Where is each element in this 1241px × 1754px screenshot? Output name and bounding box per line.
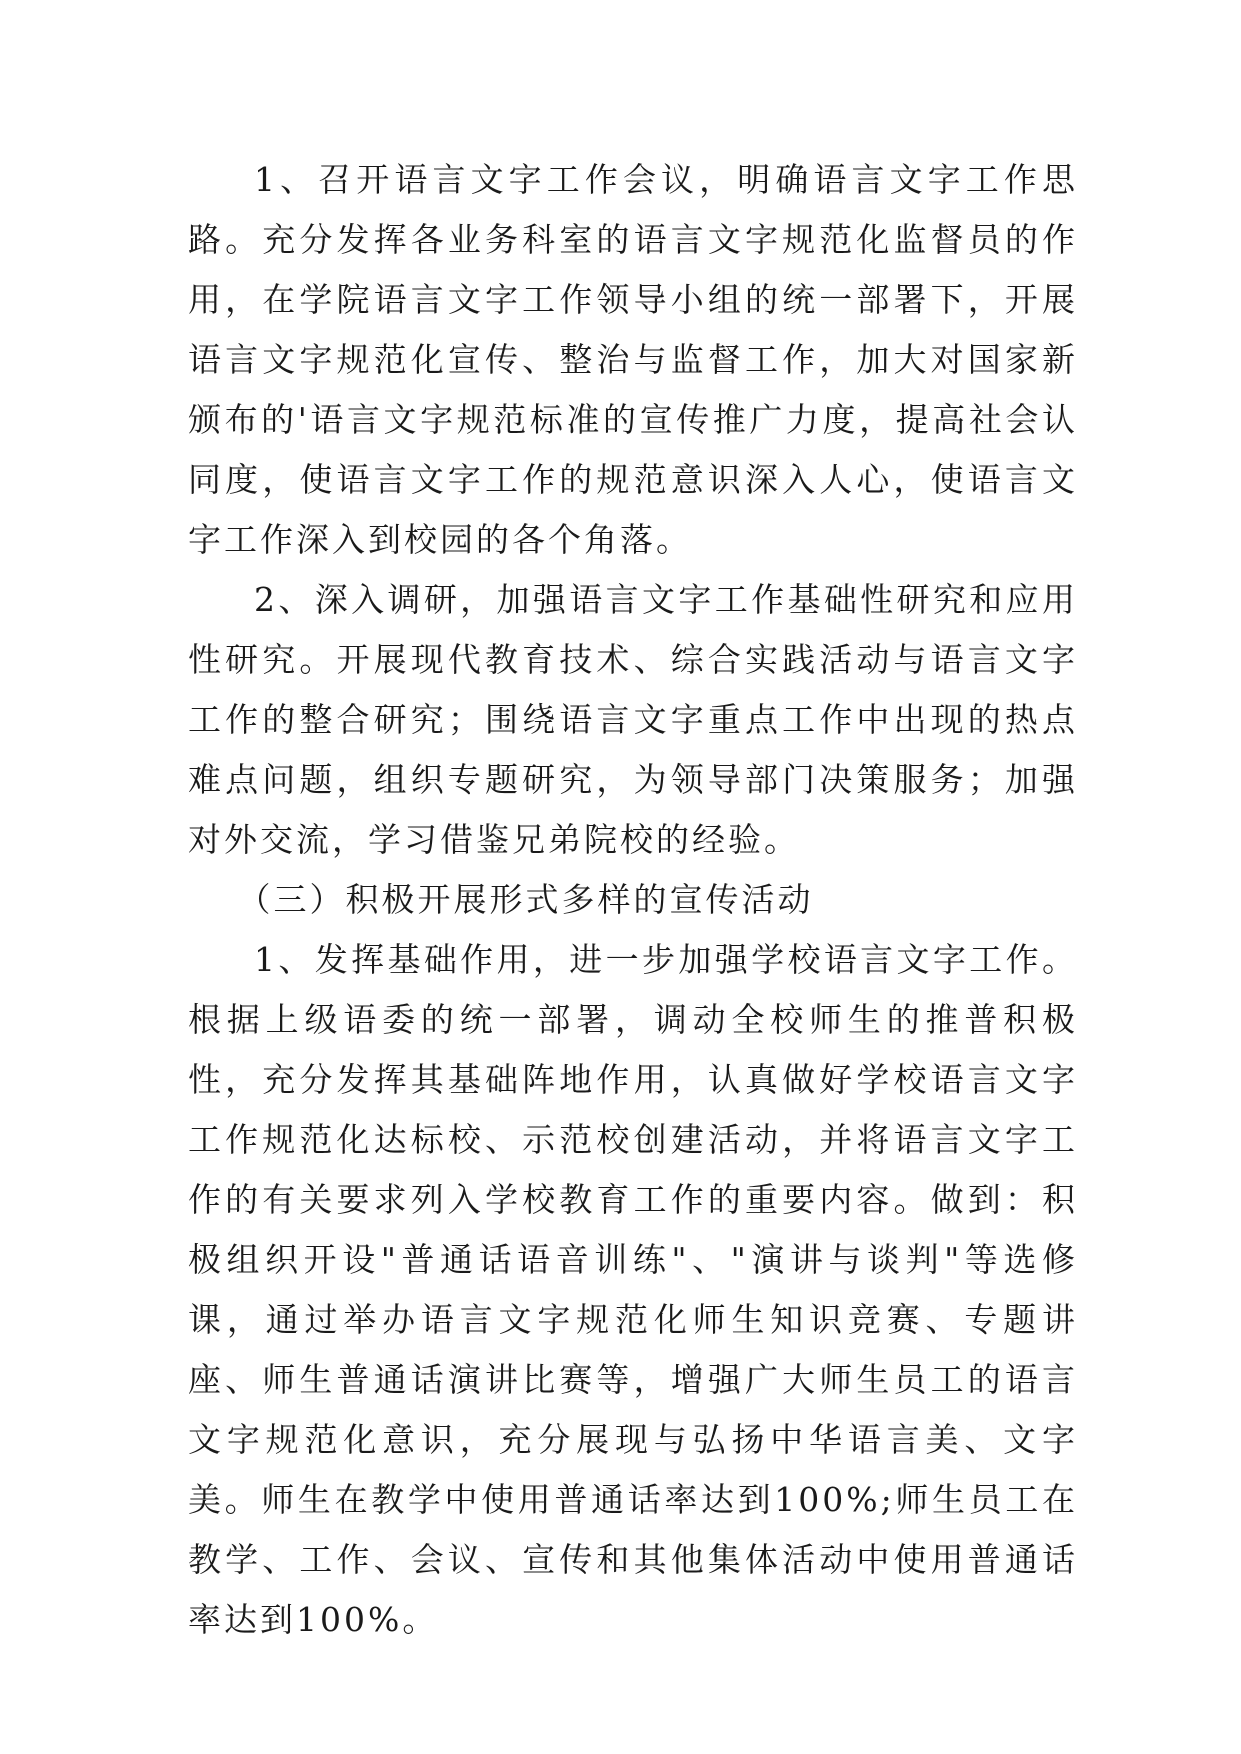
paragraph-meeting: 1、召开语言文字工作会议，明确语言文字工作思路。充分发挥各业务科室的语言文字规范化监督员的作用，在学院语言文字工作领导小组的统一部署下，开展语言文字规范化宣传、整治与监督工作，加大对国家新颁布的'语言文字规范标准的宣传推广力度，提高社会认同度，使语言文字工作的规范意识深入人心，使语言文字工作深入到校园的各个角落。 bbox=[188, 160, 1078, 559]
document-body bbox=[188, 150, 1078, 1650]
paragraph-school-work: 1、发挥基础作用，进一步加强学校语言文字工作。根据上级语委的统一部署，调动全校师生的推普积极性，充分发挥其基础阵地作用，认真做好学校语言文字工作规范化达标校、示范校创建活动，并将语言文字工作的有关要求列入学校教育工作的重要内容。做到：积极组织开设"普通话语音训练"、"演讲与谈判"等选修课，通过举办语言文字规范化师生知识竞赛、专题讲座、师生普通话演讲比赛等，增强广大师生员工的语言文字规范化意识，充分展现与弘扬中华语言美、文字美。师生在教学中使用普通话率达到100%;师生员工在教学、工作、会议、宣传和其他集体活动中使用普通话率达到100%。 bbox=[188, 940, 1078, 1639]
section-heading-publicity: （三）积极开展形式多样的宣传活动 bbox=[237, 880, 814, 919]
paragraph-research: 2、深入调研，加强语言文字工作基础性研究和应用性研究。开展现代教育技术、综合实践活动与语言文字工作的整合研究；围绕语言文字重点工作中出现的热点难点问题，组织专题研究，为领导部门决策服务；加强对外交流，学习借鉴兄弟院校的经验。 bbox=[188, 580, 1078, 859]
